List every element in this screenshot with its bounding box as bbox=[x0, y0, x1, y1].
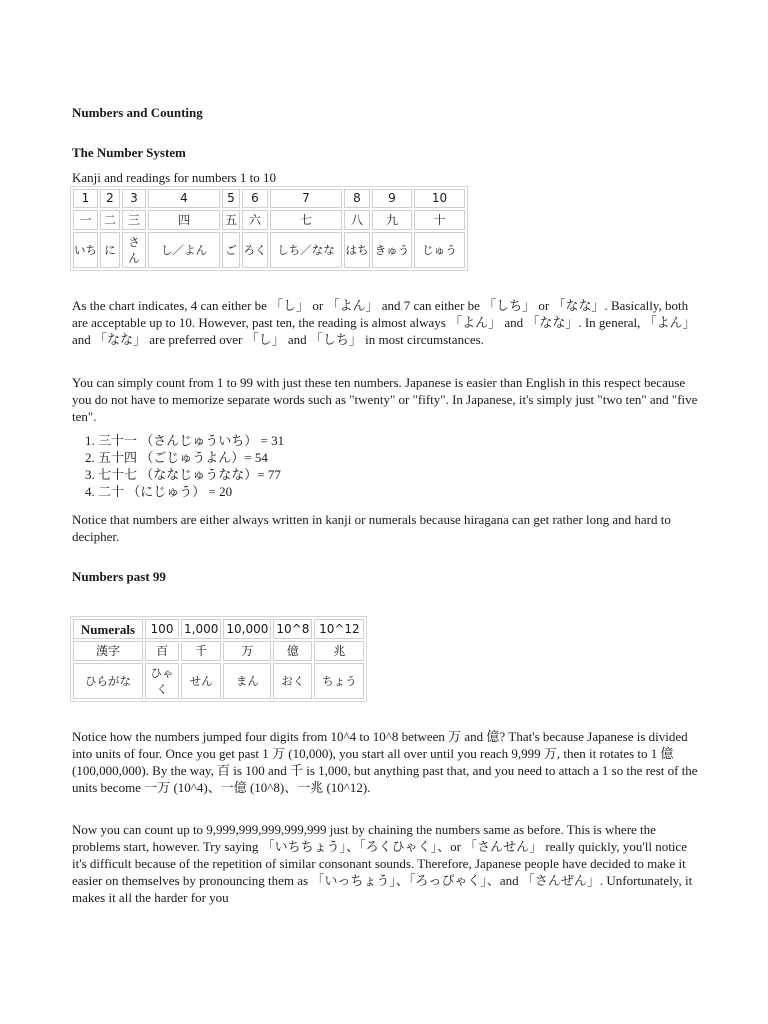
subsection-title-past-99: Numbers past 99 bbox=[72, 569, 166, 584]
table-cell: 4 bbox=[148, 189, 220, 208]
table-cell: 10^8 bbox=[273, 619, 312, 639]
table-cell: 二 bbox=[100, 210, 120, 230]
numerals-row bbox=[73, 189, 465, 208]
table-cell: ひゃく bbox=[145, 663, 179, 699]
paragraph-notice: Notice that numbers are either always written in kanji or numerals because hiragana can get rather long and hard to decipher. bbox=[72, 512, 671, 544]
table-cell: 一 bbox=[73, 210, 98, 230]
table-cell: まん bbox=[223, 663, 271, 699]
table-cell: 万 bbox=[223, 641, 271, 661]
table-cell: 5 bbox=[222, 189, 240, 208]
list-item: 1. 三十一 （さんじゅういち） = 31 bbox=[98, 432, 284, 449]
table1-caption: Kanji and readings for numbers 1 to 10 bbox=[72, 170, 276, 185]
large-numbers-table bbox=[70, 616, 367, 702]
table-cell: ちょう bbox=[314, 663, 364, 699]
table-cell: に bbox=[100, 232, 120, 268]
paragraph-readings: As the chart indicates, 4 can either be 「し」 or 「よん」 and 7 can either be 「しち」 or 「なな」. Basically, both are acceptable up to 10. However, past ten, the reading is almost always 「よん」 and 「なな」. In general, 「よん」 and 「なな」 are preferred over 「し」 and 「しち」 in most circumstances. bbox=[72, 298, 696, 347]
table-cell: 七 bbox=[270, 210, 342, 230]
table-cell: 100 bbox=[145, 619, 179, 639]
table-cell: 1,000 bbox=[181, 619, 221, 639]
paragraph-units-of-four: Notice how the numbers jumped four digits from 10^4 to 10^8 between 万 and 億? That's because Japanese is divided into units of four. Once you get past 1 万 (10,000), you start all over until you reach 9,999 万, then it rotates to 1 億 (100,000,000). By the way, 百 is 100 and 千 is 1,000, but anything past that, and you need to attach a 1 so the rest of the units become 一万 (10^4)、一億 (10^8)、一兆 (10^12). bbox=[72, 729, 698, 795]
table-cell: 億 bbox=[273, 641, 312, 661]
table-cell: 六 bbox=[242, 210, 268, 230]
table-cell: 2 bbox=[100, 189, 120, 208]
table-cell: 6 bbox=[242, 189, 268, 208]
table-cell: しち／なな bbox=[270, 232, 342, 268]
table-cell: 9 bbox=[372, 189, 412, 208]
table-cell: 千 bbox=[181, 641, 221, 661]
subsection-title-number-system: The Number System bbox=[72, 145, 186, 160]
table-cell: 8 bbox=[344, 189, 370, 208]
table-cell: きゅう bbox=[372, 232, 412, 268]
row-header: 漢字 bbox=[73, 641, 143, 661]
table-cell: 10 bbox=[414, 189, 465, 208]
row-header: Numerals bbox=[73, 619, 143, 639]
table-cell: はち bbox=[344, 232, 370, 268]
readings-row bbox=[73, 232, 465, 268]
examples-list bbox=[72, 432, 284, 500]
table-cell: 7 bbox=[270, 189, 342, 208]
table-cell: ご bbox=[222, 232, 240, 268]
table-cell: おく bbox=[273, 663, 312, 699]
paragraph-pronunciation: Now you can count up to 9,999,999,999,999,999 just by chaining the numbers same as before. This is where the problems start, however. Try saying 「いちちょう」、「ろくひゃく」、or 「さんせん」 really quickly, you'll notice it's difficult because of the repetition of similar consonant sounds. Therefore, Japanese people have decided to make it easier on themselves by pronouncing them as 「いっちょう」、「ろっぴゃく」、and 「さんぜん」. Unfortunately, it makes it all the harder for you bbox=[72, 822, 693, 905]
table-cell: 十 bbox=[414, 210, 465, 230]
row-header: ひらがな bbox=[73, 663, 143, 699]
table-cell: さん bbox=[122, 232, 146, 268]
table-cell: 兆 bbox=[314, 641, 364, 661]
readings-row bbox=[73, 663, 364, 699]
section-title: Numbers and Counting bbox=[72, 105, 203, 120]
table-cell: 四 bbox=[148, 210, 220, 230]
table-cell: 八 bbox=[344, 210, 370, 230]
table-cell: 10^12 bbox=[314, 619, 364, 639]
numerals-row bbox=[73, 619, 364, 639]
table-cell: 百 bbox=[145, 641, 179, 661]
table-cell: 1 bbox=[73, 189, 98, 208]
kanji-row bbox=[73, 210, 465, 230]
table-cell: 九 bbox=[372, 210, 412, 230]
list-item: 3. 七十七 （ななじゅうなな）= 77 bbox=[98, 466, 284, 483]
kanji-readings-table bbox=[70, 186, 468, 271]
list-item: 2. 五十四 （ごじゅうよん）= 54 bbox=[98, 449, 284, 466]
paragraph-counting: You can simply count from 1 to 99 with just these ten numbers. Japanese is easier than English in this respect because you do not have to memorize separate words such as "twenty" or "fifty". In Japanese, it's simply just "two ten" and "five ten". bbox=[72, 375, 698, 424]
table-cell: ろく bbox=[242, 232, 268, 268]
table-cell: 10,000 bbox=[223, 619, 271, 639]
table-cell: 五 bbox=[222, 210, 240, 230]
table-cell: 三 bbox=[122, 210, 146, 230]
list-item: 4. 二十 （にじゅう） = 20 bbox=[98, 483, 284, 500]
table-cell: 3 bbox=[122, 189, 146, 208]
table-cell: し／よん bbox=[148, 232, 220, 268]
table-cell: じゅう bbox=[414, 232, 465, 268]
table-cell: せん bbox=[181, 663, 221, 699]
kanji-row bbox=[73, 641, 364, 661]
table-cell: いち bbox=[73, 232, 98, 268]
